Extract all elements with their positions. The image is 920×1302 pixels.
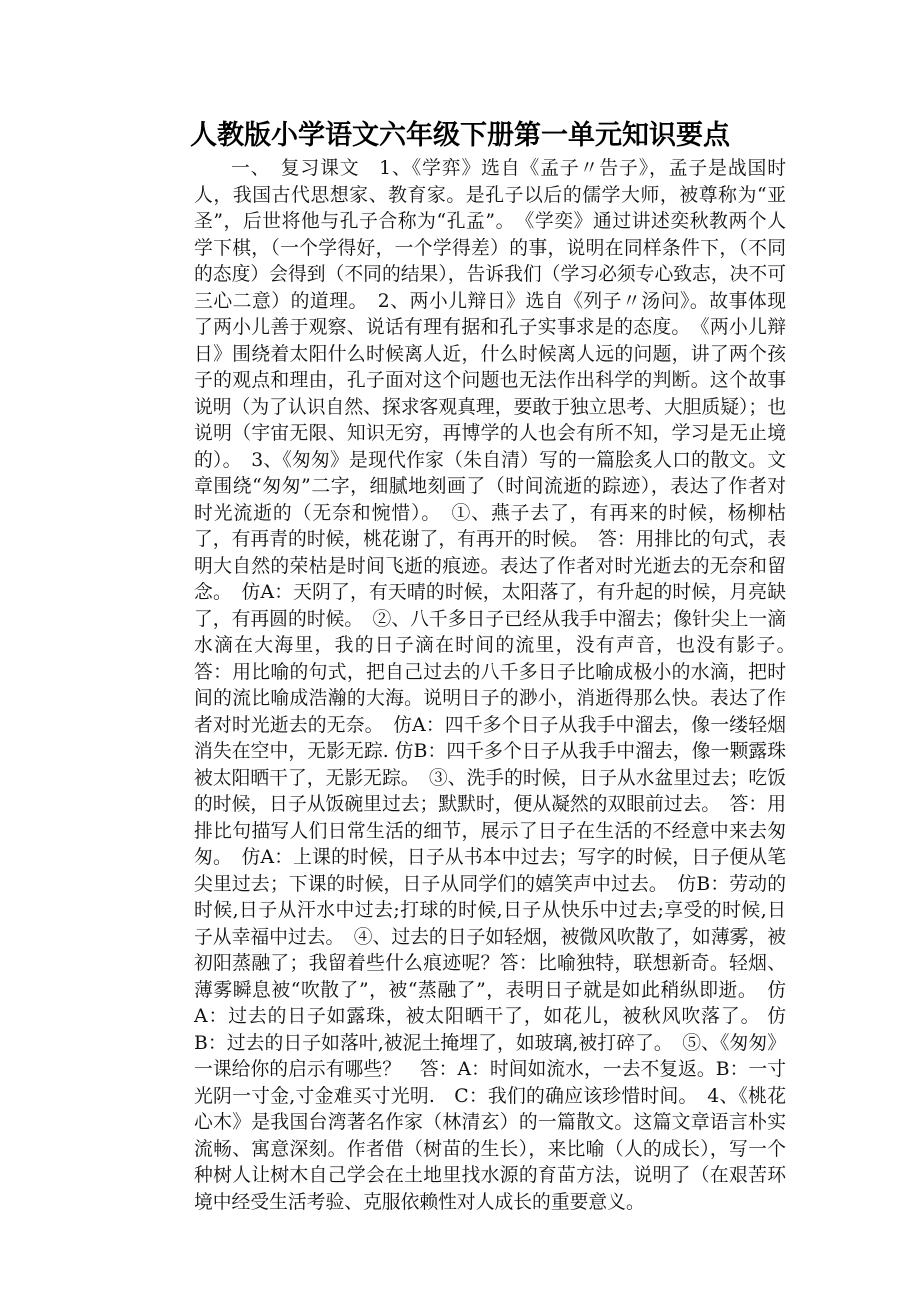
document-title: 人教版小学语文六年级下册第一单元知识要点 [190,120,730,151]
document-body-paragraph: 一、 复习课文 1、《学弈》选自《孟子〃告子》，孟子是战国时人，我国古代思想家、教育家。是孔子以后的儒学大师，被尊称为“亚圣”，后世将他与孔子合称为“孔孟”。 《学奕》通过讲述奕秋教两个人学下棋，（一个学得好，一个学得差）的事，说明在同样条件下，（不同的态度）会得到（不同的结果），告诉我们（学习必须专心致志，决不可三心二意）的道理。 2、两小儿辩日》选自《列子〃汤问》。故事体现了两小儿善于观察、说话有理有据和孔子实事求是的态度。 《两小儿辩日》围绕着太阳什么时候离人近，什么时候离人远的问题，讲了两个孩子的观点和理由，孔子面对这个问题也无法作出科学的判断。这个故事说明（为了认识自然、探求客观真理，要敢于独立思考、大胆质疑）；也说明（宇宙无限、知识无穷，再博学的人也会有所不知，学习是无止境的）。 3、《匆匆》是现代作家（朱自清）写的一篇脍炙人口的散文。文章围绕“匆匆”二字，细腻地刻画了（时间流逝的踪迹），表达了作者对时光流逝的（无奈和惋惜）。 ①、燕子去了，有再来的时候，杨柳枯了，有再青的时候，桃花谢了，有再开的时候。 答：用排比的句式，表明大自然的荣枯是时间飞逝的痕迹。表达了作者对时光逝去的无奈和留念。 仿A：天阴了，有天晴的时候，太阳落了，有升起的时候，月亮缺了，有再圆的时候。 ②、八千多日子已经从我手中溜去；像针尖上一滴水滴在大海里，我的日子滴在时间的流里，没有声音，也没有影子。 答：用比喻的句式，把自己过去的八千多日子比喻成极小的水滴，把时间的流比喻成浩瀚的大海。说明日子的渺小，消逝得那么快。表达了作者对时光逝去的无奈。 仿A：四千多个日子从我手中溜去，像一缕轻烟消失在空中，无影无踪. 仿B：四千多个日子从我手中溜去，像一颗露珠被太阳晒干了，无影无踪。 ③、洗手的时候，日子从水盆里过去；吃饭的时候，日子从饭碗里过去；默默时，便从凝然的双眼前过去。 答：用排比句描写人们日常生活的细节，展示了日子在生活的不经意中来去匆匆。 仿A：上课的时候，日子从书本中过去；写字的时候，日子便从笔尖里过去；下课的时候，日子从同学们的嬉笑声中过去。 仿B：劳动的时候,日子从汗水中过去;打球的时候,日子从快乐中过去;享受的时候,日子从幸福中过去。 ④、过去的日子如轻烟，被微风吹散了，如薄雾，被初阳蒸融了；我留着些什么痕迹呢？答：比喻独特，联想新奇。轻烟、薄雾瞬息被“吹散了”，被“蒸融了”，表明日子就是如此稍纵即逝。 仿A：过去的日子如露珠，被太阳晒干了，如花儿，被秋风吹落了。 仿B：过去的日子如落叶,被泥土掩埋了，如玻璃,被打碎了。 ⑤、《匆匆》一课给你的启示有哪些？ 答：A：时间如流水，一去不复返。B：一寸光阴一寸金,寸金难买寸光明. C：我们的确应该珍惜时间。 4、《桃花心木》是我国台湾著名作家（林清玄）的一篇散文。这篇文章语言朴实流畅、寓意深刻。作者借（树苗的生长），来比喻（人的成长），写一个种树人让树木自己学会在土地里找水源的育苗方法，说明了（在艰苦环境中经受生活考验、克服依赖性对人成长的重要意义。 [194,158,805,1213]
